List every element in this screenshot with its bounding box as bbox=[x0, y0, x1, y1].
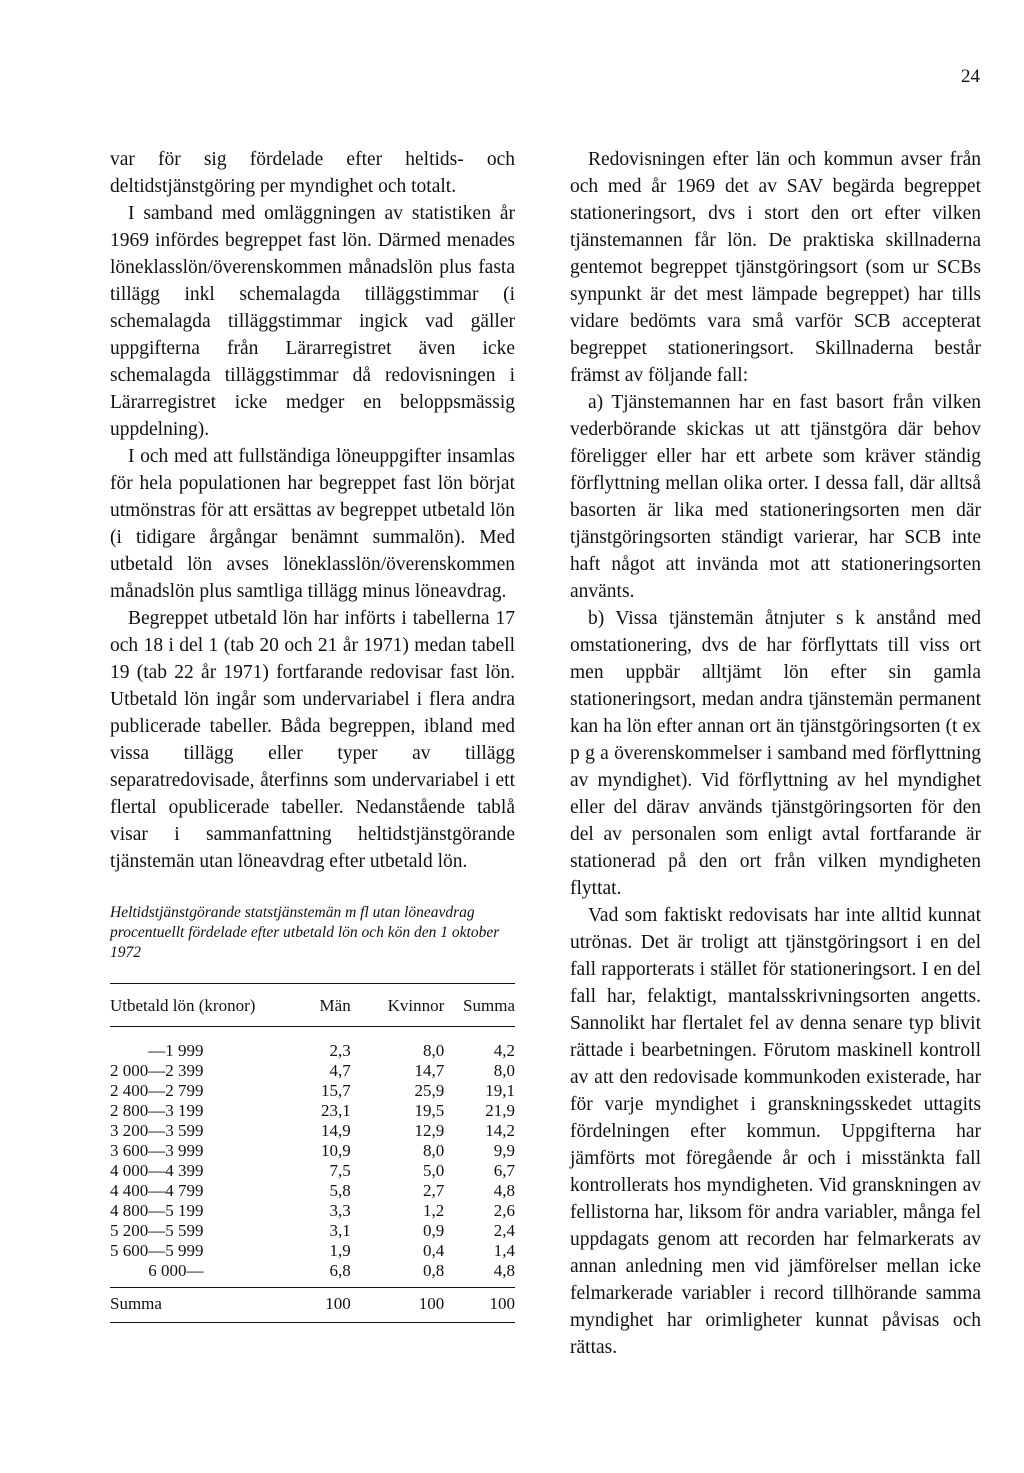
women-cell: 0,4 bbox=[423, 1241, 445, 1260]
body-paragraph: Redovisningen efter län och kommun avser från och med år 1969 det av SAV begärda begreppet stationeringsort, dvs i stort den ort efter vilken tjänstemannen får lön. De praktiska skillnaderna gentemot begreppet tjänstgöringsort (som ur SCBs synpunkt är det mest lämpade begreppet) har tills vidare bedömts vara små varför SCB accepterat begreppet stationeringsort. Skillnaderna består främst av följande fall: bbox=[570, 149, 981, 386]
table-row bbox=[110, 1201, 515, 1221]
table-row bbox=[110, 1261, 515, 1288]
women-cell: 25,9 bbox=[414, 1081, 445, 1100]
men-cell: 10,9 bbox=[320, 1141, 351, 1160]
page-number: 24 bbox=[961, 66, 980, 87]
women-cell: 0,8 bbox=[423, 1261, 445, 1280]
salary-range-cell: 4 000—4 399 bbox=[110, 1161, 204, 1180]
men-cell: 2,3 bbox=[329, 1041, 351, 1060]
men-cell: 5,8 bbox=[329, 1181, 351, 1200]
total-cell: 6,7 bbox=[493, 1161, 515, 1180]
total-cell: 8,0 bbox=[493, 1061, 515, 1080]
list-item-b: b) Vissa tjänstemän åtnjuter s k anstånd med omstationering, dvs de har förflyttats till viss ort men uppbär alltjämt lön efter sin gamla stationeringsort, medan andra tjänstemän permanent kan ha lön efter annan ort än tjänstgöringsorten (t ex p g a överenskommelser i samband med förflyttning av myndighet). Vid förflyttning av hel myndighet eller del därav används tjänstgöringsorten för den del av personalen som enligt avtal fortfarande är stationerad på den ort från vilken myndigheten flyttat. bbox=[570, 608, 981, 899]
header-salary: Utbetald lön (kronor) bbox=[110, 984, 294, 1027]
women-cell: 12,9 bbox=[414, 1121, 445, 1140]
total-cell: 4,2 bbox=[493, 1041, 515, 1060]
total-cell: 2,6 bbox=[493, 1201, 515, 1220]
list-item-a: a) Tjänstemannen har en fast basort från vilken vederbörande skickas ut att tjänstgöra där behov föreligger eller har ett arbete som kräver ständig förflyttning mellan olika orter. I dessa fall, där alltså basorten är lika med stationeringsorten men där tjänstgöringsorten ständigt varierar, har SCB inte haft något att invända mot att stationeringsorten använts. bbox=[570, 392, 981, 602]
table-row bbox=[110, 1181, 515, 1201]
total-cell: 9,9 bbox=[493, 1141, 515, 1160]
table-row bbox=[110, 1221, 515, 1241]
total-label: Summa bbox=[110, 1288, 294, 1323]
total-cell: 14,2 bbox=[485, 1121, 515, 1140]
men-cell: 14,9 bbox=[320, 1121, 351, 1140]
women-total: 100 bbox=[351, 1288, 445, 1323]
men-cell: 4,7 bbox=[329, 1061, 351, 1080]
header-total: Summa bbox=[444, 984, 515, 1027]
women-cell: 8,0 bbox=[423, 1041, 445, 1060]
women-cell: 0,9 bbox=[423, 1221, 445, 1240]
table-row bbox=[110, 1101, 515, 1121]
salary-distribution-table bbox=[110, 983, 515, 1323]
women-cell: 14,7 bbox=[414, 1061, 445, 1080]
body-paragraph: I och med att fullständiga löneuppgifter insamlas för hela populationen har begreppet fast lön börjat utmönstras för att ersättas av begreppet utbetald lön (i tidigare årgångar benämnt summalön). Med utbetald lön avses löneklasslön/överenskommen månadslön plus samtliga tillägg minus löneavdrag. bbox=[110, 446, 515, 602]
total-cell: 21,9 bbox=[485, 1101, 515, 1120]
salary-range-cell: 3 200—3 599 bbox=[110, 1121, 204, 1140]
total-cell: 19,1 bbox=[485, 1081, 515, 1100]
table-row bbox=[110, 1081, 515, 1101]
table-row bbox=[110, 1121, 515, 1141]
men-cell: 6,8 bbox=[329, 1261, 351, 1280]
men-cell: 7,5 bbox=[329, 1161, 351, 1180]
table-header-row bbox=[110, 984, 515, 1027]
women-cell: 2,7 bbox=[423, 1181, 445, 1200]
men-cell: 1,9 bbox=[329, 1241, 351, 1260]
table-row bbox=[110, 1061, 515, 1081]
salary-range-cell: 5 200—5 599 bbox=[110, 1221, 204, 1240]
salary-range-cell: 6 000— bbox=[148, 1261, 204, 1280]
body-paragraph: var för sig fördelade efter heltids- och deltidstjänstgöring per myndighet och totalt. bbox=[110, 149, 515, 197]
men-total: 100 bbox=[294, 1288, 351, 1323]
men-cell: 3,1 bbox=[329, 1221, 351, 1240]
body-paragraph: I samband med omläggningen av statistiken år 1969 infördes begreppet fast lön. Därmed menades löneklasslön/överenskommen månadslön plus fasta tillägg inkl schemalagda tilläggstimmar (i schemalagda tilläggstimmar ingick vad gäller uppgifterna från Lärarregistret även icke schemalagda tilläggstimmar då redovisningen i Lärarregistret icke medger en beloppsmässig uppdelning). bbox=[110, 203, 515, 440]
women-cell: 1,2 bbox=[423, 1201, 445, 1220]
right-column bbox=[570, 146, 981, 1361]
total-cell: 2,4 bbox=[493, 1221, 515, 1240]
left-column bbox=[110, 146, 515, 1323]
total-cell: 4,8 bbox=[493, 1181, 515, 1200]
women-cell: 8,0 bbox=[423, 1141, 445, 1160]
men-cell: 3,3 bbox=[329, 1201, 351, 1220]
table-row bbox=[110, 1161, 515, 1181]
total-cell: 4,8 bbox=[493, 1261, 515, 1280]
salary-range-cell: 4 800—5 199 bbox=[110, 1201, 204, 1220]
salary-range-cell: —1 999 bbox=[148, 1041, 204, 1060]
total-cell: 1,4 bbox=[493, 1241, 515, 1260]
salary-range-cell: 2 800—3 199 bbox=[110, 1101, 204, 1120]
body-paragraph: Vad som faktiskt redovisats har inte alltid kunnat utrönas. Det är troligt att tjänstgöringsort i en del fall rapporterats i stället för stationeringsort. I en del fall har, felaktigt, mantalsskrivningsorten angetts. Sannolikt har flertalet fel av denna senare typ blivit rättade i bearbetningen. Förutom maskinell kontroll av att den redovisade kommunkoden existerade, har för varje myndighet i granskningsskedet uttagits fördelningen efter kommun. Uppgifterna har jämförts mot föregående år och i misstänkta fall kontrollerats hos myndigheten. Vid granskningen av fellistorna har, liksom för andra variabler, många fel uppdagats genom att recorden har felmarkerats av annan anledning men vid jämförelser mellan icke felmarkerade variabler i record tillhörande samma myndighet har orimligheter kunnat påvisas och rättas. bbox=[570, 905, 981, 1358]
table-total-row bbox=[110, 1288, 515, 1323]
men-cell: 15,7 bbox=[320, 1081, 351, 1100]
salary-range-cell: 5 600—5 999 bbox=[110, 1241, 204, 1260]
salary-range-cell: 2 400—2 799 bbox=[110, 1081, 204, 1100]
women-cell: 5,0 bbox=[423, 1161, 445, 1180]
body-paragraph: Begreppet utbetald lön har införts i tabellerna 17 och 18 i del 1 (tab 20 och 21 år 1971) medan tabell 19 (tab 22 år 1971) fortfarande redovisar fast lön. Utbetald lön ingår som undervariabel i flera andra publicerade tabeller. Båda begreppen, ibland med vissa tillägg eller typer av tillägg separatredovisade, återfinns som undervariabel i ett flertal opublicerade tabeller. Nedanstående tablå visar i sammanfattning heltidstjänstgörande tjänstemän utan löneavdrag efter utbetald lön. bbox=[110, 608, 515, 872]
men-cell: 23,1 bbox=[320, 1101, 351, 1120]
salary-range-cell: 4 400—4 799 bbox=[110, 1181, 204, 1200]
header-women: Kvinnor bbox=[351, 984, 445, 1027]
table-row bbox=[110, 1241, 515, 1261]
table-caption: Heltidstjänstgörande statstjänstemän m fl utan löneavdrag procentuellt fördelade efter utbetald lön och kön den 1 oktober 1972 bbox=[110, 904, 500, 961]
header-men: Män bbox=[294, 984, 351, 1027]
salary-range-cell: 3 600—3 999 bbox=[110, 1141, 204, 1160]
table-row bbox=[110, 1141, 515, 1161]
grand-total: 100 bbox=[444, 1288, 515, 1323]
salary-range-cell: 2 000—2 399 bbox=[110, 1061, 204, 1080]
table-row bbox=[110, 1027, 515, 1062]
women-cell: 19,5 bbox=[414, 1101, 445, 1120]
